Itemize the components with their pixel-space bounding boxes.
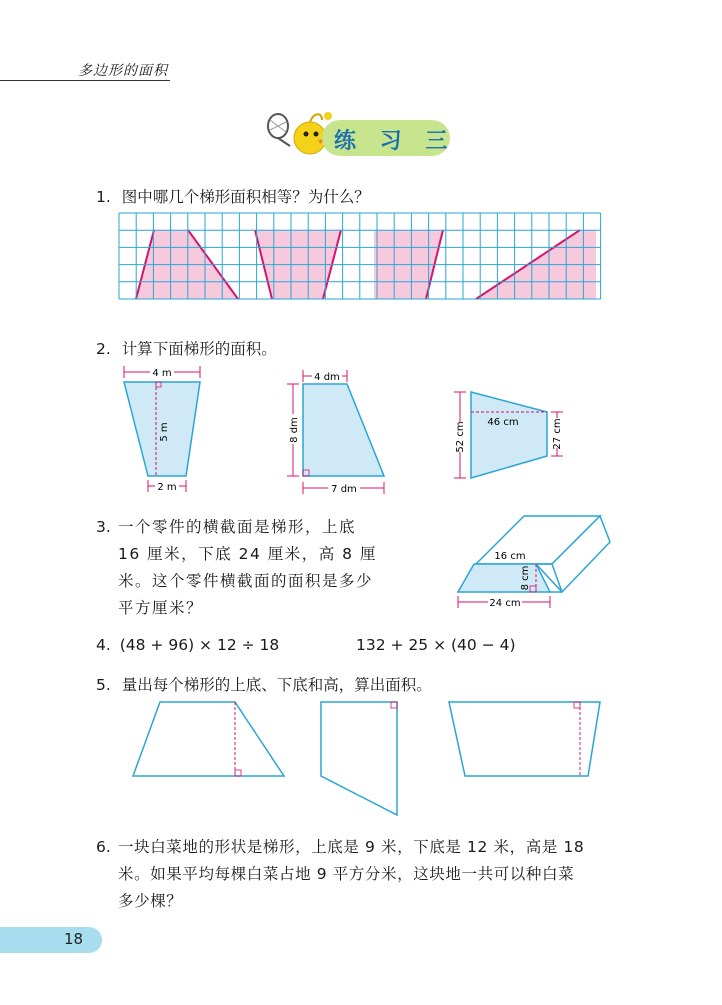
q5-figures bbox=[128, 696, 608, 820]
fig-a-bottom-label: 2 m bbox=[157, 482, 177, 493]
question-1 bbox=[96, 184, 370, 210]
expression-1: (48 + 96) × 12 ÷ 18 bbox=[119, 636, 280, 654]
question-text: 量出每个梯形的上底、下底和高，算出面积。 bbox=[121, 676, 432, 694]
question-line: 平方厘米？ bbox=[118, 599, 204, 617]
fig-c-right-label: 27 cm bbox=[552, 418, 563, 450]
exercise-title: 练 习 三 bbox=[334, 129, 456, 154]
question-2 bbox=[96, 336, 277, 362]
measure-trapezoid-2 bbox=[321, 702, 397, 815]
measure-trapezoid-1 bbox=[133, 702, 284, 776]
question-line: 16 厘米，下底 24 厘米，高 8 厘 bbox=[118, 545, 377, 563]
question-line: 一块白菜地的形状是梯形，上底是 9 米，下底是 12 米，高是 18 bbox=[118, 838, 585, 856]
question-text: 图中哪几个梯形面积相等？为什么？ bbox=[121, 188, 370, 206]
fig-c-left-label: 52 cm bbox=[455, 421, 466, 453]
fig-b-height-label: 8 dm bbox=[289, 417, 300, 443]
prism-part-figure bbox=[452, 512, 622, 614]
section-header: 多边形的面积 bbox=[78, 63, 168, 79]
fig-b-bottom-label: 7 dm bbox=[331, 484, 357, 495]
fig-b-top-label: 4 dm bbox=[314, 372, 340, 383]
question-6 bbox=[96, 834, 636, 915]
prism-height-label: 8 cm bbox=[520, 565, 531, 591]
fig-a-top-label: 4 m bbox=[152, 368, 172, 379]
question-line: 一个零件的横截面是梯形，上底 bbox=[118, 518, 357, 536]
fig-a-height-label: 5 m bbox=[159, 422, 170, 442]
q2-figures bbox=[110, 362, 580, 498]
measure-trapezoid-3 bbox=[449, 702, 600, 776]
prism-top-label: 16 cm bbox=[494, 551, 526, 562]
question-line: 米。这个零件横截面的面积是多少 bbox=[118, 572, 374, 590]
question-line: 多少棵？ bbox=[118, 892, 183, 910]
expression-2: 132 + 25 × (40 − 4) bbox=[356, 636, 516, 654]
question-4 bbox=[96, 632, 279, 658]
question-text: 计算下面梯形的面积。 bbox=[121, 340, 277, 358]
fig-c-height-label: 46 cm bbox=[487, 417, 519, 428]
trapezoid-grid-figure bbox=[118, 212, 614, 314]
prism-bottom-label: 24 cm bbox=[489, 598, 521, 609]
question-line: 米。如果平均每棵白菜占地 9 平方分米，这块地一共可以种白菜 bbox=[118, 865, 575, 883]
question-number: 5. bbox=[96, 676, 111, 694]
question-number: 1. bbox=[96, 188, 111, 206]
question-number: 4. bbox=[96, 636, 111, 654]
page-number: 18 bbox=[64, 930, 84, 948]
question-3 bbox=[96, 514, 406, 622]
question-number: 6. bbox=[96, 838, 111, 856]
header-rule bbox=[0, 80, 170, 81]
trapezoid-b bbox=[287, 370, 384, 495]
question-5 bbox=[96, 672, 432, 698]
page-number-tab bbox=[0, 927, 102, 953]
trapezoid-a bbox=[124, 365, 200, 493]
question-number: 3. bbox=[96, 518, 111, 536]
trapezoid-c bbox=[453, 392, 563, 478]
question-number: 2. bbox=[96, 340, 111, 358]
